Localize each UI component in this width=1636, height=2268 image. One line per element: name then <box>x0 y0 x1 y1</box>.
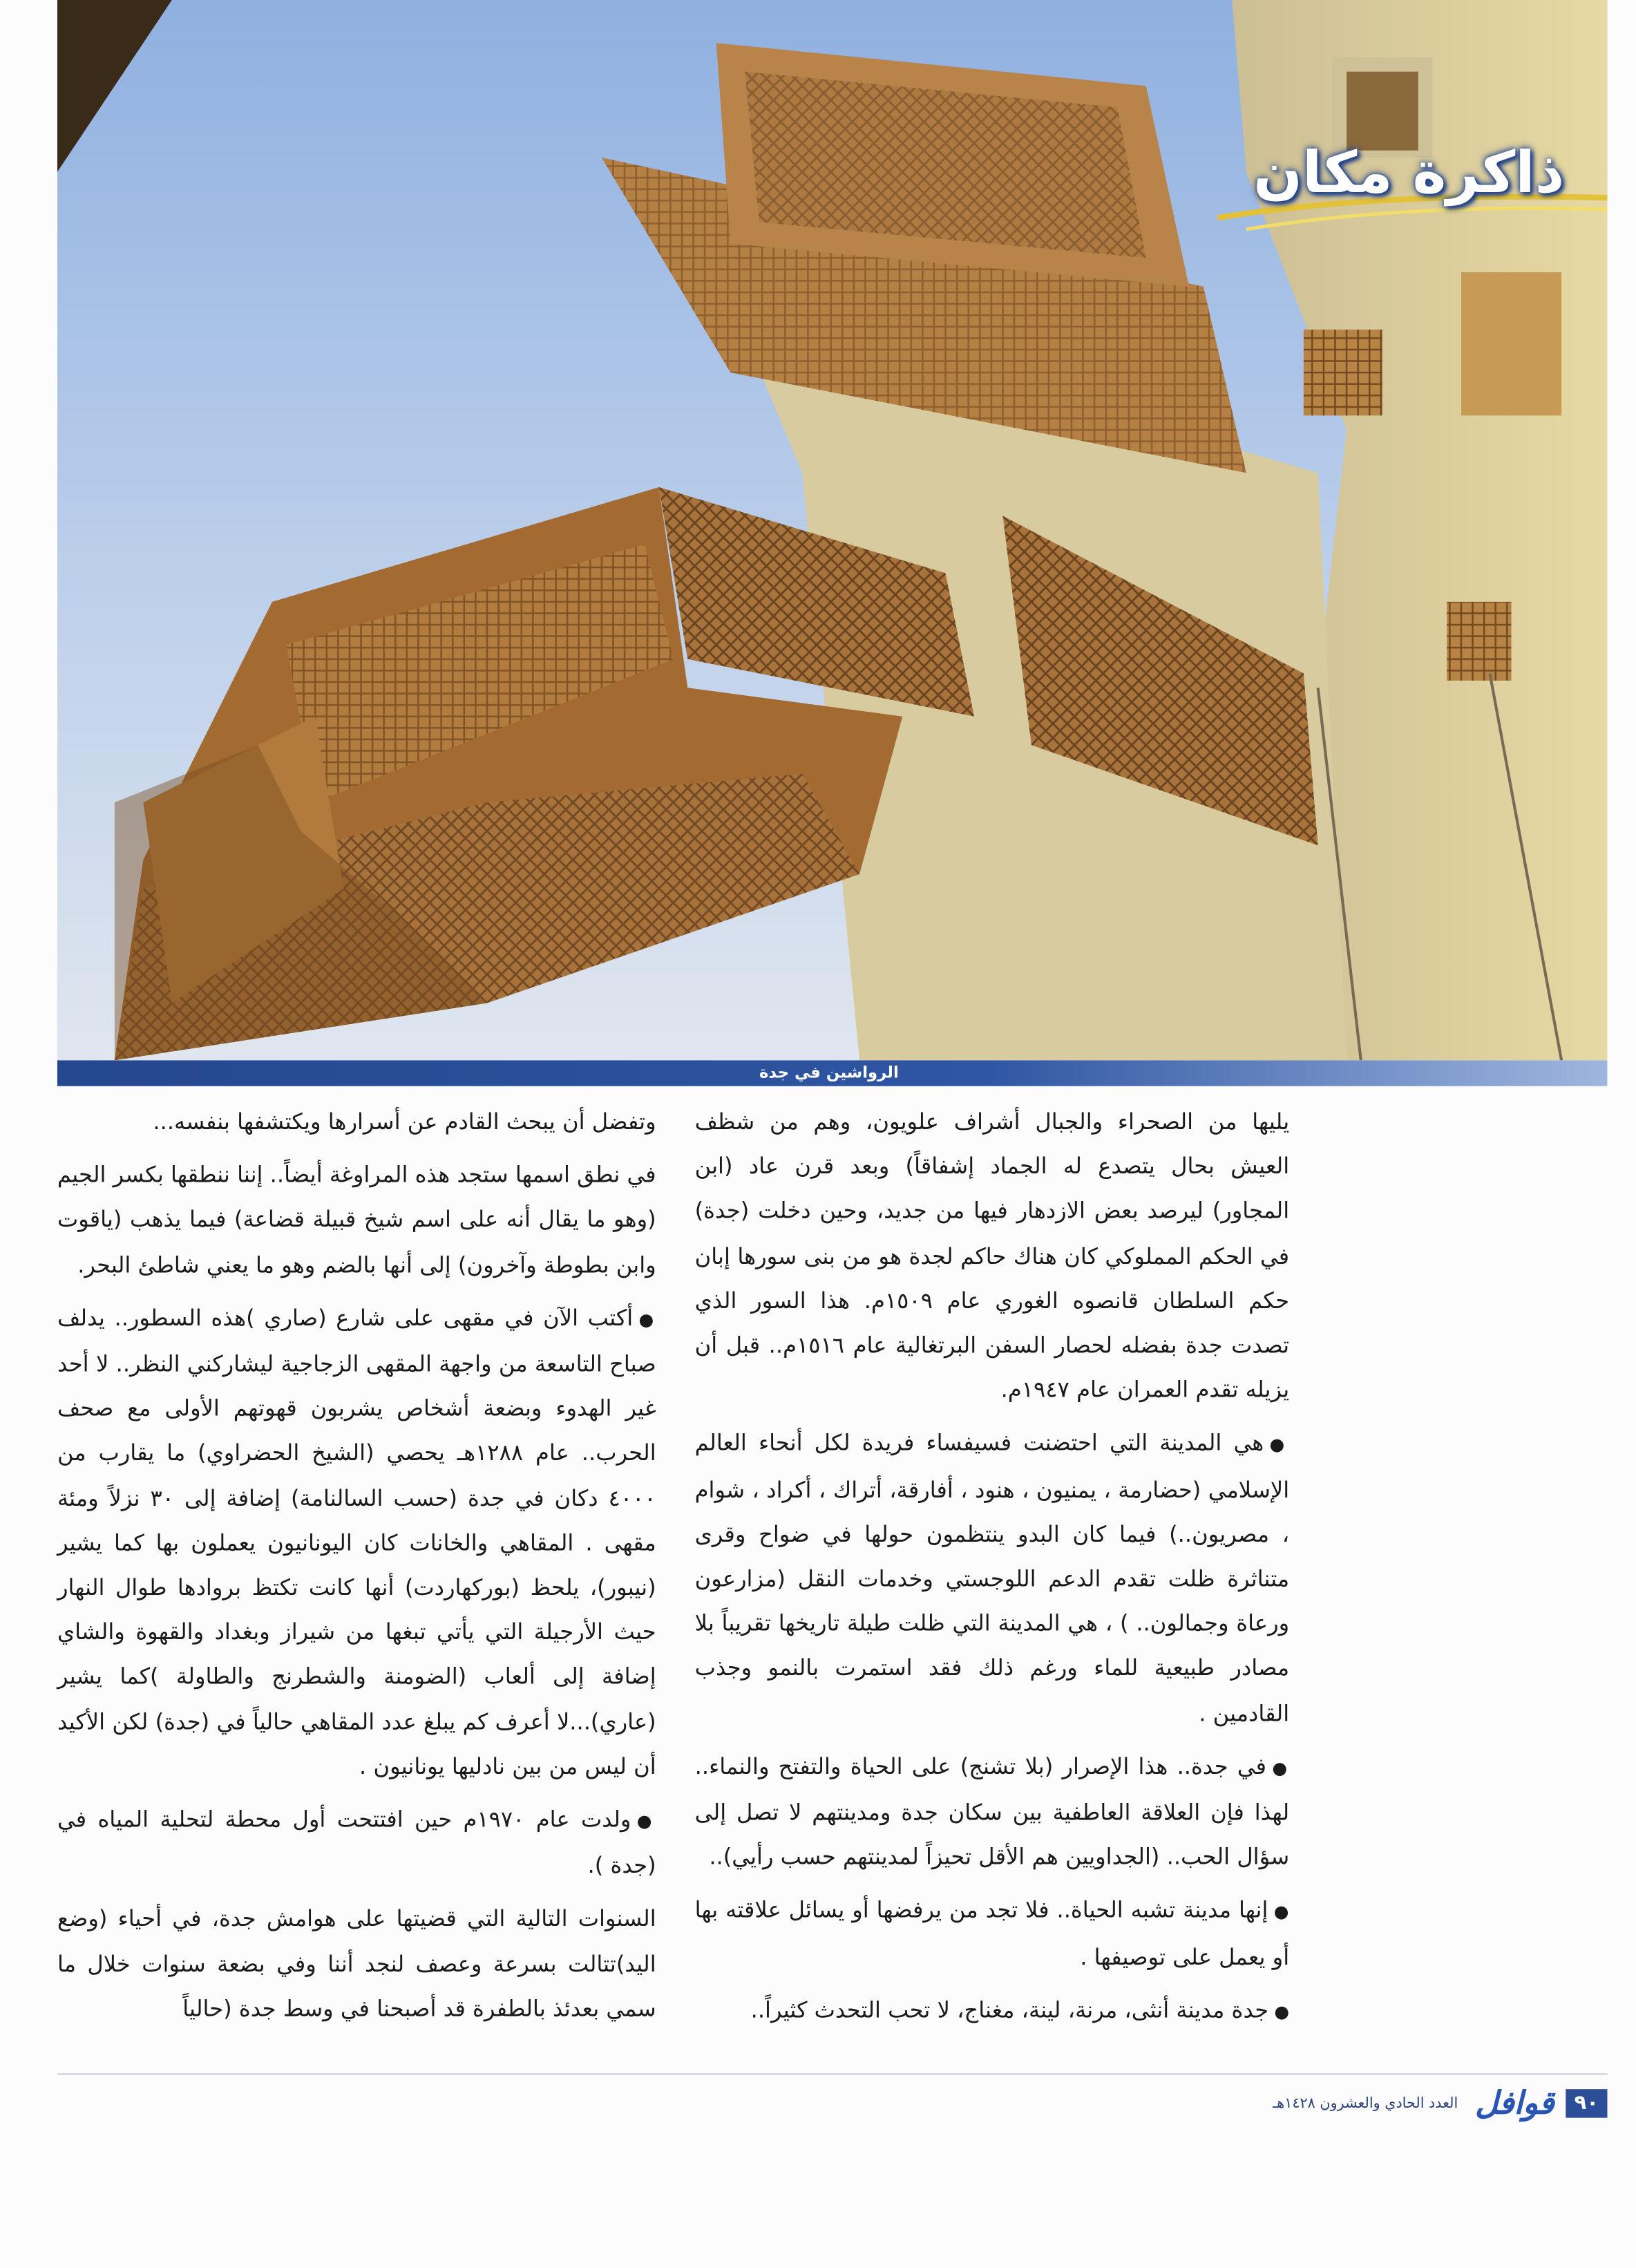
paragraph: في نطق اسمها ستجد هذه المراوغة أيضاً.. إننا ننطقها بكسر الجيم (وهو ما يقال أنه على اسم شيخ قبيلة قضاعة) فيما يذهب (ياقوت وابن بطوطة وآخرون) إلى أنها بالضم وهو ما يعني شاطئ البحر. <box>57 1162 656 1278</box>
bullet-icon: ● <box>636 1811 656 1832</box>
paragraph-text: هي المدينة التي احتضنت فسيفساء فريدة لكل أنحاء العالم الإسلامي (حضارمة ، يمنيون ، هنود ، أفارقة، أتراك ، أكراد ، شوام ، مصريون..) فيما كان البدو ينتظمون حولها في ضواح وقرى متناثرة ظلت تقدم الدعم اللوجستي وخدمات النقل (مزارعون ورعاة وجمالون.. ) ، هي المدينة التي ظلت طيلة تاريخها تقريباً بلا مصادر طبيعية للماء ورغم ذلك فقد استمرت بالنمو وجذب القادمين . <box>694 1430 1290 1726</box>
section-title: ذاكرة مكان <box>1253 140 1565 207</box>
bullet-icon: ● <box>1273 1902 1290 1922</box>
section-title-banner <box>1204 135 1608 249</box>
paragraph <box>695 1422 1290 1737</box>
paragraph-text: جدة مدينة أنثى، مرنة، لينة، مغناج، لا تحب التحدث كثيراً.. <box>750 1997 1269 2023</box>
photo-caption-bar <box>57 1060 1608 1086</box>
paragraph <box>695 1889 1290 1980</box>
paragraph <box>695 1745 1290 1880</box>
paragraph <box>695 1989 1290 2035</box>
magazine-logo: قوافل <box>1475 2085 1554 2121</box>
paragraph: السنوات التالية التي قضيتها على هوامش جدة، في أحياء (وضع اليد)تتالت بسرعة وعصف لنجد أننا وفي بضعة سنوات خلال ما سمي بعدئذ بالطفرة قد أصبحنا في وسط جدة (حالياً <box>57 1906 656 2022</box>
text-column-right <box>695 1100 1290 2034</box>
issue-label: العدد الحادي والعشرون ١٤٢٨هـ <box>1273 2095 1458 2112</box>
paragraph <box>57 1798 656 1889</box>
bullet-icon: ● <box>1272 1757 1290 1778</box>
page-footer <box>1273 2085 1607 2122</box>
paragraph-text: ولدت عام ١٩٧٠م حين افتتحت أول محطة لتحلية المياه في (جدة ). <box>57 1806 656 1879</box>
bullet-icon: ● <box>1274 2001 1290 2022</box>
paragraph: يليها من الصحراء والجبال أشراف علويون، وهم من شظف العيش بحال يتصدع له الجماد إشفاقاً) وبعد قرن عاد (ابن المجاور) ليرصد بعض الازدهار فيها من جديد، وحين دخلت (جدة) في الحكم المملوكي كان هناك حاكم لجدة هو من بنى سورها إبان حكم السلطان قانصوه الغوري عام ١٥٠٩م. هذا السور الذي تصدت جدة بفضله لحصار السفن البرتغالية عام ١٥١٦م.. قبل أن يزيله تقدم العمران عام ١٩٤٧م. <box>694 1108 1290 1404</box>
paragraph-text: أكتب الآن في مقهى على شارع (صاري )هذه السطور.. يدلف صباح التاسعة من واجهة المقهى الزجاجية ليشاركني النظر.. لا أحد غير الهدوء وبضعة أشخاص يشربون قهوتهم الأولى مع صحف الحرب.. عام ١٢٨٨هـ يحصي (الشيخ الحضراوي) ما يقارب من ٤٠٠٠ دكان في جدة (حسب السالنامة) إضافة إلى ٣٠ نزلاً ومئة مقهى . المقاهي والخانات كان اليونانيون يعملون بها كما يشير (نيبور)، يلحظ (بوركهاردت) أنها كانت تكتظ بروادها طوال النهار حيث الأرجيلة التي يأتي تبغها من شيراز وبغداد والقهوة والشاي إضافة إلى ألعاب (الضومنة والشطرنج والطاولة )كما يشير (عاري)...لا أعرف كم يبلغ عدد المقاهي حالياً في (جدة) لكن الأكيد أن ليس من بين نادليها يونانيون . <box>57 1305 656 1779</box>
page-number: ٩٠ <box>1566 2089 1607 2117</box>
text-column-left <box>57 1100 656 2032</box>
paragraph <box>57 1296 656 1790</box>
bullet-icon: ● <box>1269 1435 1290 1455</box>
footer-divider <box>57 2073 1608 2075</box>
bullet-icon: ● <box>638 1309 656 1330</box>
paragraph-text: إنها مدينة تشبه الحياة.. فلا تجد من يرفضها أو يسائل علاقته بها أو يعمل على توصيفها . <box>694 1898 1290 1970</box>
paragraph: وتفضل أن يبحث القادم عن أسرارها ويكتشفها بنفسه... <box>153 1108 656 1135</box>
paragraph-text: في جدة.. هذا الإصرار (بلا تشنج) على الحياة والتفتح والنماء.. لهذا فإن العلاقة العاطفية بين سكان جدة ومدينتهم لا تصل إلى سؤال الحب.. (الجداويين هم الأقل تحيزاً لمدينتهم حسب رأيي).. <box>694 1753 1290 1871</box>
photo-caption: الرواشين في جدة <box>759 1063 899 1082</box>
